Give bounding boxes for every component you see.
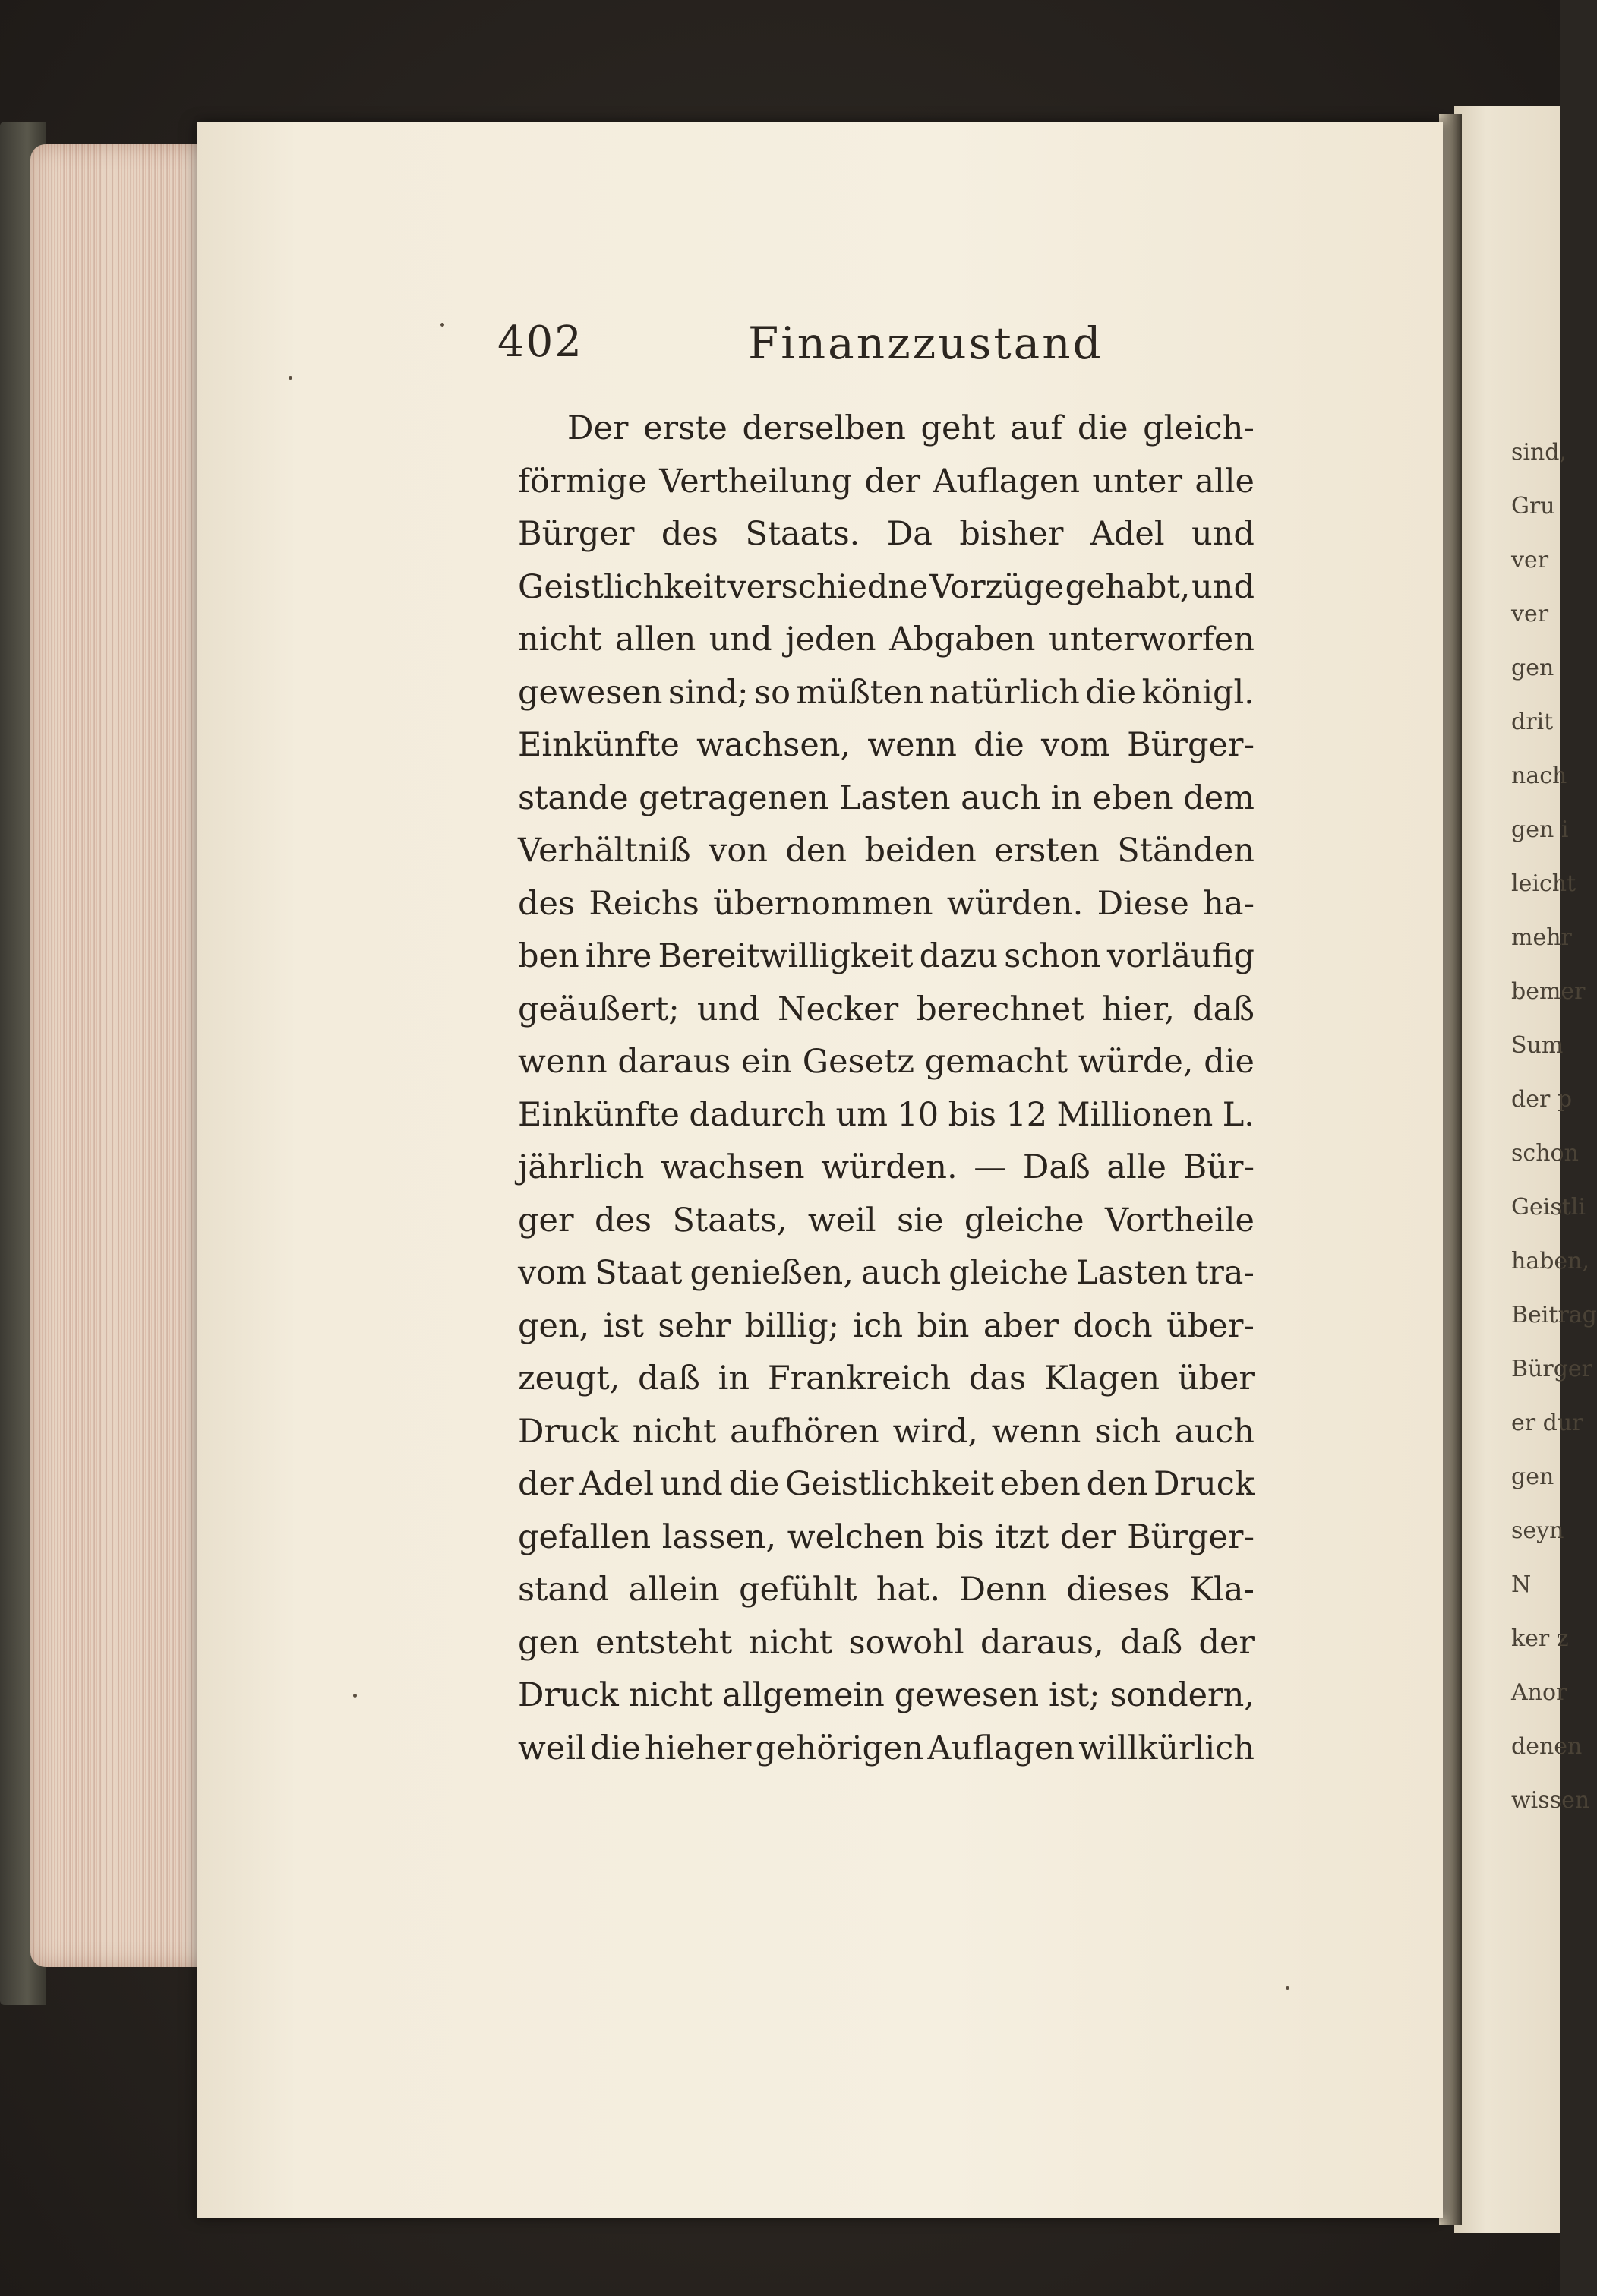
facing-page-line: leicht — [1511, 870, 1576, 897]
word: und — [709, 621, 772, 658]
word: Bereitwilligkeit — [658, 937, 914, 975]
text-line — [518, 614, 1255, 667]
word: aber — [983, 1306, 1059, 1345]
word: allen — [614, 621, 696, 658]
text-line — [518, 930, 1255, 984]
word: wachsen — [661, 1148, 805, 1186]
facing-page-line: mehr — [1511, 924, 1572, 951]
facing-page-line: denen — [1511, 1733, 1583, 1760]
word: des — [661, 515, 718, 553]
facing-page-line: gen — [1511, 655, 1554, 681]
word: gefallen — [518, 1518, 652, 1556]
word: Necker — [777, 990, 899, 1028]
word: verschiedne — [727, 567, 929, 606]
text-line — [518, 561, 1255, 614]
word: zeugt, — [518, 1360, 620, 1397]
body-text — [518, 403, 1255, 1775]
word: Abgaben — [889, 621, 1036, 658]
word: wird, — [892, 1412, 978, 1451]
word: gleiche — [948, 1254, 1068, 1292]
word: Klagen — [1043, 1360, 1160, 1397]
word: Vertheilung — [659, 462, 853, 501]
text-line — [518, 1353, 1255, 1406]
word: Gesetz — [802, 1043, 914, 1081]
text-line — [518, 1089, 1255, 1142]
word: alle — [1195, 462, 1255, 501]
word: schon — [1004, 937, 1101, 975]
word: von — [709, 832, 768, 870]
word: sind; — [668, 673, 749, 712]
facing-page-line: Anor — [1511, 1679, 1567, 1706]
word: vom — [1040, 726, 1110, 764]
word: billig; — [744, 1306, 840, 1345]
word: auf — [1010, 409, 1063, 447]
word: Da — [886, 515, 933, 553]
word: gleich- — [1143, 409, 1255, 447]
word: des — [594, 1201, 652, 1240]
word: Lasten — [1076, 1254, 1188, 1292]
word: Daß — [1022, 1148, 1090, 1186]
word: Geistlichkeit — [785, 1465, 994, 1503]
word: Bür- — [1182, 1148, 1255, 1186]
word: ha- — [1203, 884, 1255, 923]
page-stack-edges — [30, 144, 220, 1967]
word: Staat — [595, 1254, 683, 1292]
word: ich — [853, 1306, 904, 1345]
facing-page-line: schon — [1511, 1140, 1579, 1167]
word: die — [1077, 409, 1128, 447]
facing-page-line: seyn — [1511, 1518, 1564, 1544]
word: auch — [861, 1254, 942, 1292]
word: eben — [1092, 778, 1173, 817]
word: wenn — [991, 1412, 1081, 1451]
word: der — [518, 1465, 574, 1503]
text-line — [518, 984, 1255, 1037]
word: auch — [1174, 1412, 1255, 1451]
word: auch — [961, 778, 1041, 817]
word: weil — [518, 1729, 586, 1767]
word: förmige — [518, 462, 647, 501]
word: nicht — [748, 1623, 833, 1662]
word: Millionen — [1056, 1095, 1214, 1134]
word: Adel — [579, 1465, 655, 1503]
word: sowohl — [848, 1623, 964, 1662]
word: natürlich — [929, 673, 1080, 712]
word: in — [1050, 778, 1083, 817]
word: ist — [603, 1306, 644, 1345]
word: doch — [1072, 1306, 1153, 1345]
word: berechnet — [916, 990, 1084, 1028]
facing-page-line: wissen — [1511, 1787, 1590, 1814]
text-line — [518, 403, 1255, 456]
word: der — [1198, 1623, 1255, 1662]
word: die — [589, 1729, 641, 1767]
facing-page-line: haben, — [1511, 1248, 1590, 1274]
text-line — [518, 1511, 1255, 1565]
word: der — [1059, 1518, 1116, 1556]
word: und — [1191, 567, 1255, 606]
word: weil — [807, 1201, 876, 1240]
text-line — [518, 825, 1255, 878]
word: dadurch — [689, 1095, 827, 1134]
word: gewesen — [518, 673, 663, 712]
word: Kla- — [1188, 1571, 1255, 1609]
word: und — [1191, 515, 1255, 553]
text-line — [518, 1458, 1255, 1511]
text-line — [518, 508, 1255, 561]
text-line — [518, 772, 1255, 826]
word: tra- — [1195, 1254, 1255, 1292]
word: die — [728, 1465, 780, 1503]
facing-page-line: er dur — [1511, 1410, 1583, 1436]
word: des — [518, 884, 576, 923]
word: nicht — [518, 621, 602, 658]
word: hat. — [876, 1571, 941, 1609]
word: gleiche — [964, 1201, 1084, 1240]
facing-page-line: ker z — [1511, 1625, 1569, 1652]
word: ist; — [1049, 1676, 1100, 1714]
word: müßten — [796, 673, 924, 712]
word: um — [835, 1095, 888, 1134]
word: Einkünfte — [518, 1095, 680, 1134]
facing-page-line: Beitrag — [1511, 1302, 1597, 1328]
word: gewesen — [894, 1676, 1040, 1714]
word: Frankreich — [767, 1360, 952, 1397]
speck — [440, 323, 444, 327]
word: daß — [1192, 990, 1255, 1028]
word: sie — [897, 1201, 944, 1240]
word: vom — [518, 1254, 587, 1292]
word: daraus — [617, 1043, 731, 1081]
word: Geistlichkeit — [518, 567, 727, 606]
word: den — [1086, 1465, 1148, 1503]
text-line — [518, 1195, 1255, 1248]
word: 12 — [1005, 1095, 1048, 1134]
facing-page-line: sind, — [1511, 439, 1567, 466]
word: wenn — [518, 1043, 608, 1081]
word: und — [696, 990, 760, 1028]
word: bin — [917, 1306, 970, 1345]
word: daß — [638, 1360, 700, 1397]
word: ben — [518, 937, 579, 975]
text-line — [518, 1723, 1255, 1776]
word: in — [718, 1360, 750, 1397]
word: Ständen — [1117, 832, 1255, 870]
word: beiden — [864, 832, 977, 870]
word: würden. — [946, 884, 1084, 923]
word: wachsen, — [696, 726, 851, 764]
word: sich — [1094, 1412, 1161, 1451]
word: Bürger- — [1127, 726, 1255, 764]
word: gen, — [518, 1306, 590, 1345]
word: Adel — [1090, 515, 1165, 553]
word: Vorzüge — [929, 567, 1064, 606]
speck — [1286, 1986, 1289, 1990]
word: Vortheile — [1104, 1201, 1255, 1240]
word: jeden — [785, 621, 876, 658]
text-line — [518, 719, 1255, 772]
word: hier, — [1101, 990, 1175, 1028]
facing-page-line: gen i — [1511, 816, 1569, 843]
word: genießen, — [690, 1254, 854, 1292]
word: geht — [920, 409, 996, 447]
word: vorläufig — [1106, 937, 1255, 975]
word: nicht — [628, 1676, 713, 1714]
word: getragenen — [639, 778, 829, 817]
text-line — [518, 878, 1255, 931]
speck — [289, 376, 292, 380]
word: über- — [1166, 1306, 1255, 1345]
word: dazu — [919, 937, 999, 975]
word: würden. — [821, 1148, 958, 1186]
word: und — [659, 1465, 723, 1503]
word: der — [864, 462, 920, 501]
text-line — [518, 1406, 1255, 1459]
word: Staats, — [672, 1201, 787, 1240]
text-line — [518, 456, 1255, 509]
word: erste — [643, 409, 727, 447]
facing-page-line: Gru — [1511, 493, 1555, 520]
word: ein — [741, 1043, 793, 1081]
word: Bürger- — [1127, 1518, 1255, 1556]
word: ger — [518, 1201, 574, 1240]
word: hieher — [644, 1729, 752, 1767]
speck — [353, 1694, 357, 1698]
word: nicht — [632, 1412, 717, 1451]
word: L. — [1222, 1095, 1255, 1134]
word: lassen, — [661, 1518, 777, 1556]
word: allgemein — [722, 1676, 885, 1714]
running-title: Finanzzustand — [748, 317, 1103, 369]
text-line — [518, 1564, 1255, 1617]
word: Druck — [518, 1676, 619, 1714]
text-line — [518, 1036, 1255, 1089]
word: Denn — [959, 1571, 1047, 1609]
word: ersten — [994, 832, 1100, 870]
word: Lasten — [838, 778, 951, 817]
word: geäußert; — [518, 990, 680, 1028]
word: die — [1085, 673, 1137, 712]
facing-page-line: Sum — [1511, 1032, 1564, 1059]
word: stand — [518, 1571, 610, 1609]
word: daraus, — [980, 1623, 1104, 1662]
word: gehörigen — [755, 1729, 924, 1767]
word: wenn — [867, 726, 957, 764]
facing-page-line: nach — [1511, 763, 1567, 789]
word: gen — [518, 1623, 579, 1662]
facing-page-line: ver — [1511, 547, 1549, 573]
word: die — [1204, 1043, 1255, 1081]
word: bisher — [959, 515, 1064, 553]
facing-page-line: der p — [1511, 1086, 1573, 1113]
word: Druck — [518, 1412, 619, 1451]
word: alle — [1106, 1148, 1166, 1186]
word: gefühlt — [739, 1571, 857, 1609]
word: so — [754, 673, 791, 712]
facing-page-line: drit — [1511, 709, 1554, 735]
word: das — [968, 1360, 1027, 1397]
word: Diese — [1097, 884, 1189, 923]
word: Druck — [1154, 1465, 1255, 1503]
word: Auflagen — [933, 462, 1081, 501]
word: Bürger — [518, 515, 635, 553]
word: Reichs — [589, 884, 699, 923]
text-line — [518, 1300, 1255, 1353]
word: Der — [567, 409, 629, 447]
word: dieses — [1066, 1571, 1170, 1609]
facing-page-line: bemer — [1511, 978, 1586, 1005]
facing-page-line: Geistli — [1511, 1194, 1586, 1221]
word: über — [1177, 1360, 1255, 1397]
text-line — [518, 1247, 1255, 1300]
word: Auflagen — [927, 1729, 1075, 1767]
text-line — [518, 1617, 1255, 1670]
facing-page-line: Bürger — [1511, 1356, 1593, 1382]
word: unter — [1092, 462, 1183, 501]
word: sehr — [658, 1306, 731, 1345]
word: Verhältniß — [518, 832, 691, 870]
facing-page-line: N — [1511, 1571, 1532, 1598]
word: — — [974, 1148, 1007, 1186]
word: die — [974, 726, 1024, 764]
word: derselben — [742, 409, 906, 447]
word: ihre — [585, 937, 652, 975]
page-header — [497, 317, 1257, 378]
word: unterworfen — [1048, 621, 1255, 658]
text-line — [518, 1669, 1255, 1723]
facing-page-text — [1511, 425, 1597, 1827]
word: gemacht — [924, 1043, 1068, 1081]
word: welchen — [787, 1518, 925, 1556]
facing-page-line: ver — [1511, 601, 1549, 627]
word: willkürlich — [1078, 1729, 1255, 1767]
word: bis — [936, 1518, 984, 1556]
word: Staats. — [745, 515, 860, 553]
word: übernommen — [713, 884, 933, 923]
word: gehabt, — [1065, 567, 1191, 606]
page-number: 402 — [497, 317, 583, 367]
word: eben — [999, 1465, 1081, 1503]
word: 10 — [897, 1095, 939, 1134]
word: entsteht — [595, 1623, 733, 1662]
word: jährlich — [518, 1148, 645, 1186]
word: aufhören — [730, 1412, 879, 1451]
word: Einkünfte — [518, 726, 680, 764]
text-line — [518, 1142, 1255, 1195]
word: den — [785, 832, 847, 870]
word: stande — [518, 778, 629, 817]
word: dem — [1183, 778, 1255, 817]
word: allein — [628, 1571, 720, 1609]
word: sondern, — [1109, 1676, 1255, 1714]
word: itzt — [995, 1518, 1049, 1556]
word: königl. — [1141, 673, 1255, 712]
word: würde, — [1078, 1043, 1194, 1081]
facing-page-line: gen — [1511, 1464, 1554, 1490]
text-line — [518, 667, 1255, 720]
word: daß — [1120, 1623, 1183, 1662]
word: bis — [948, 1095, 996, 1134]
